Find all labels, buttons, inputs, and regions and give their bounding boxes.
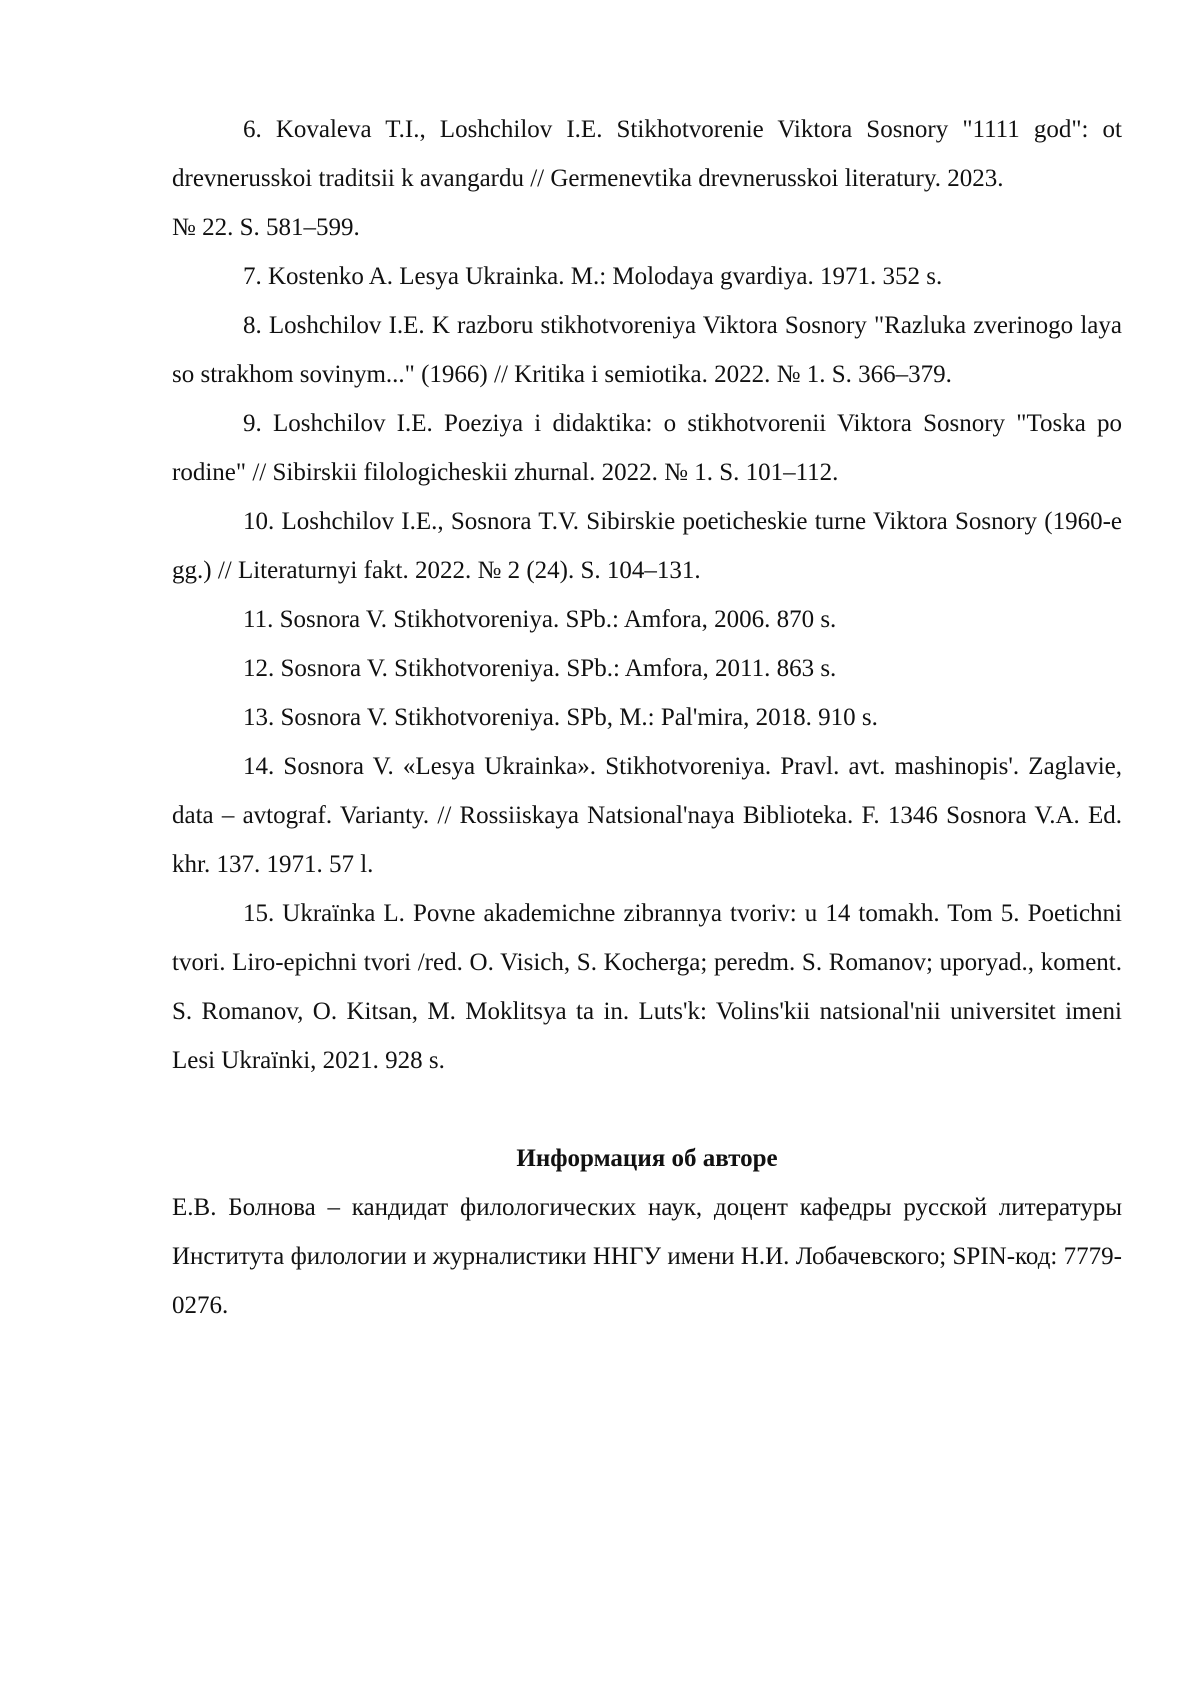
author-info-text: Е.В. Болнова – кандидат филологических наук, доцент кафедры русской литературы Института филологии и журналистики ННГУ имени Н.И. Лобачевского; SPIN-код: 7779-0276. xyxy=(172,1194,1122,1319)
author-info-heading: Информация об авторе xyxy=(516,1145,778,1172)
reference-list xyxy=(172,105,1122,1085)
reference-item-6: 6. Kovaleva T.I., Loshchilov I.E. Stikhotvorenie Viktora Sosnory "1111 god": ot drevnerusskoi traditsii k avangardu // Germenevtika drevnerusskoi literatury. 2023. xyxy=(172,116,1122,192)
reference-item-9: 9. Loshchilov I.E. Poeziya i didaktika: o stikhotvorenii Viktora Sosnory "Toska po rodine" // Sibirskii filologicheskii zhurnal. 2022. № 1. S. 101–112. xyxy=(172,410,1122,486)
reference-item-15: 15. Ukraïnka L. Povne akademichne zibrannya tvoriv: u 14 tomakh. Tom 5. Poetichni tvori. Liro-epichni tvori /red. O. Visich, S. Kocherga; peredm. S. Romanov; uporyad., koment. S. Romanov, O. Kitsan, M. Moklitsya ta in. Luts'k: Volins'kii natsional'nii universitet imeni Lesi Ukraïnki, 2021. 928 s. xyxy=(172,900,1122,1074)
reference-item-13: 13. Sosnora V. Stikhotvoreniya. SPb, M.: Pal'mira, 2018. 910 s. xyxy=(243,704,878,731)
reference-item-6-continuation: № 22. S. 581–599. xyxy=(172,214,360,241)
reference-item-11: 11. Sosnora V. Stikhotvoreniya. SPb.: Amfora, 2006. 870 s. xyxy=(243,606,837,633)
reference-item-7: 7. Kostenko A. Lesya Ukrainka. M.: Molodaya gvardiya. 1971. 352 s. xyxy=(243,263,943,290)
reference-item-12: 12. Sosnora V. Stikhotvoreniya. SPb.: Amfora, 2011. 863 s. xyxy=(243,655,837,682)
reference-item-8: 8. Loshchilov I.E. K razboru stikhotvoreniya Viktora Sosnory "Razluka zverinogo laya so strakhom sovinym..." (1966) // Kritika i semiotika. 2022. № 1. S. 366–379. xyxy=(172,312,1122,388)
document-page xyxy=(172,105,1122,1330)
reference-item-10: 10. Loshchilov I.E., Sosnora T.V. Sibirskie poeticheskie turne Viktora Sosnory (1960-e gg.) // Literaturnyi fakt. 2022. № 2 (24). S. 104–131. xyxy=(172,508,1122,584)
reference-item-14: 14. Sosnora V. «Lesya Ukrainka». Stikhotvoreniya. Pravl. avt. mashinopis'. Zaglavie, data – avtograf. Varianty. // Rossiiskaya Natsional'naya Biblioteka. F. 1346 Sosnora V.A. Ed. khr. 137. 1971. 57 l. xyxy=(172,753,1122,878)
